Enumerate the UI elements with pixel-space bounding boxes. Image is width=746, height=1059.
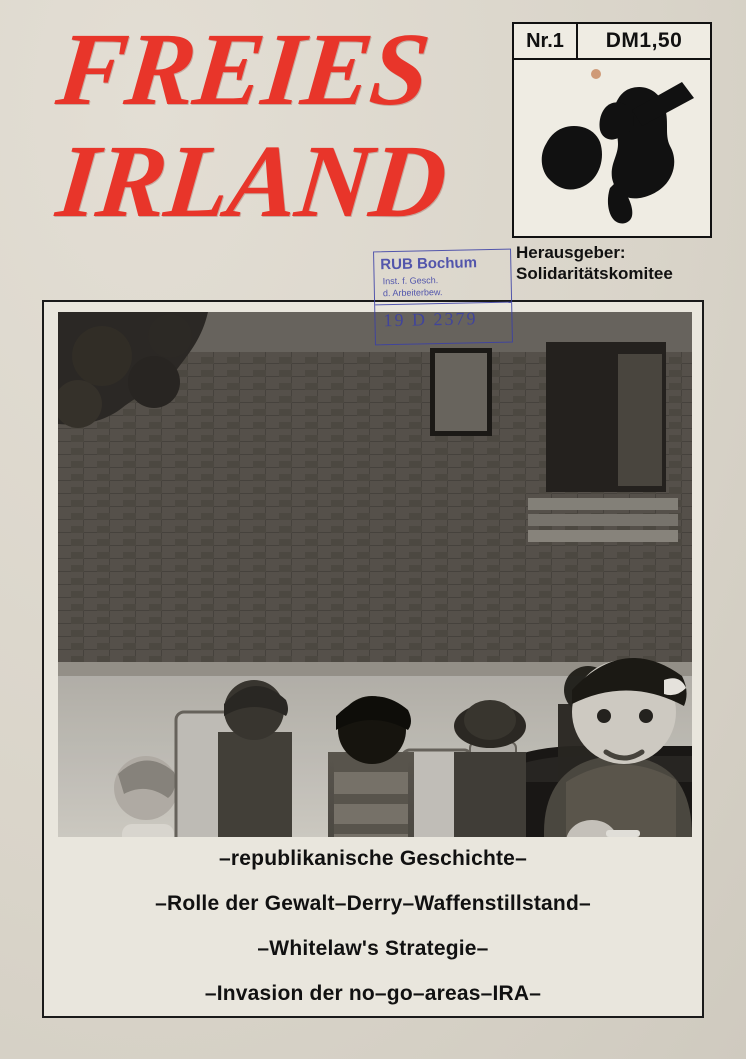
- publisher-block: [516, 242, 716, 285]
- publisher-name: Solidaritätskomitee: [516, 264, 673, 284]
- headline-4: –Invasion der no–go–areas–IRA–: [204, 982, 542, 1005]
- title-line-2: IRLAND: [51, 123, 452, 239]
- title-line-1: FREIES: [51, 12, 434, 127]
- cover-photo-frame: [42, 300, 704, 1018]
- headline-3: –Whitelaw's Strategie–: [257, 937, 489, 960]
- magazine-title: [51, 12, 508, 239]
- library-stamp-line-1: RUB Bochum: [380, 254, 478, 274]
- library-stamp-shelfmark: 19 D 2379: [383, 308, 478, 331]
- issue-number: Nr.1: [514, 24, 578, 58]
- headline-1: –republikanische Geschichte–: [219, 847, 527, 870]
- ireland-map-with-arm-and-baton-icon: [514, 60, 710, 236]
- library-stamp-line-2: Inst. f. Gesch.: [382, 275, 439, 287]
- issue-price-logo-box: [512, 22, 712, 238]
- library-stamp-line-3: d. Arbeiterbew.: [382, 287, 443, 299]
- cover-headlines: [44, 847, 702, 1006]
- cover-photo: [58, 312, 692, 837]
- cover-price: DM1,50: [605, 29, 683, 52]
- publisher-label: Herausgeber:: [516, 243, 626, 262]
- issue-price-row: [514, 24, 710, 60]
- headline-2: –Rolle der Gewalt–Derry–Waffenstillstand–: [155, 892, 591, 915]
